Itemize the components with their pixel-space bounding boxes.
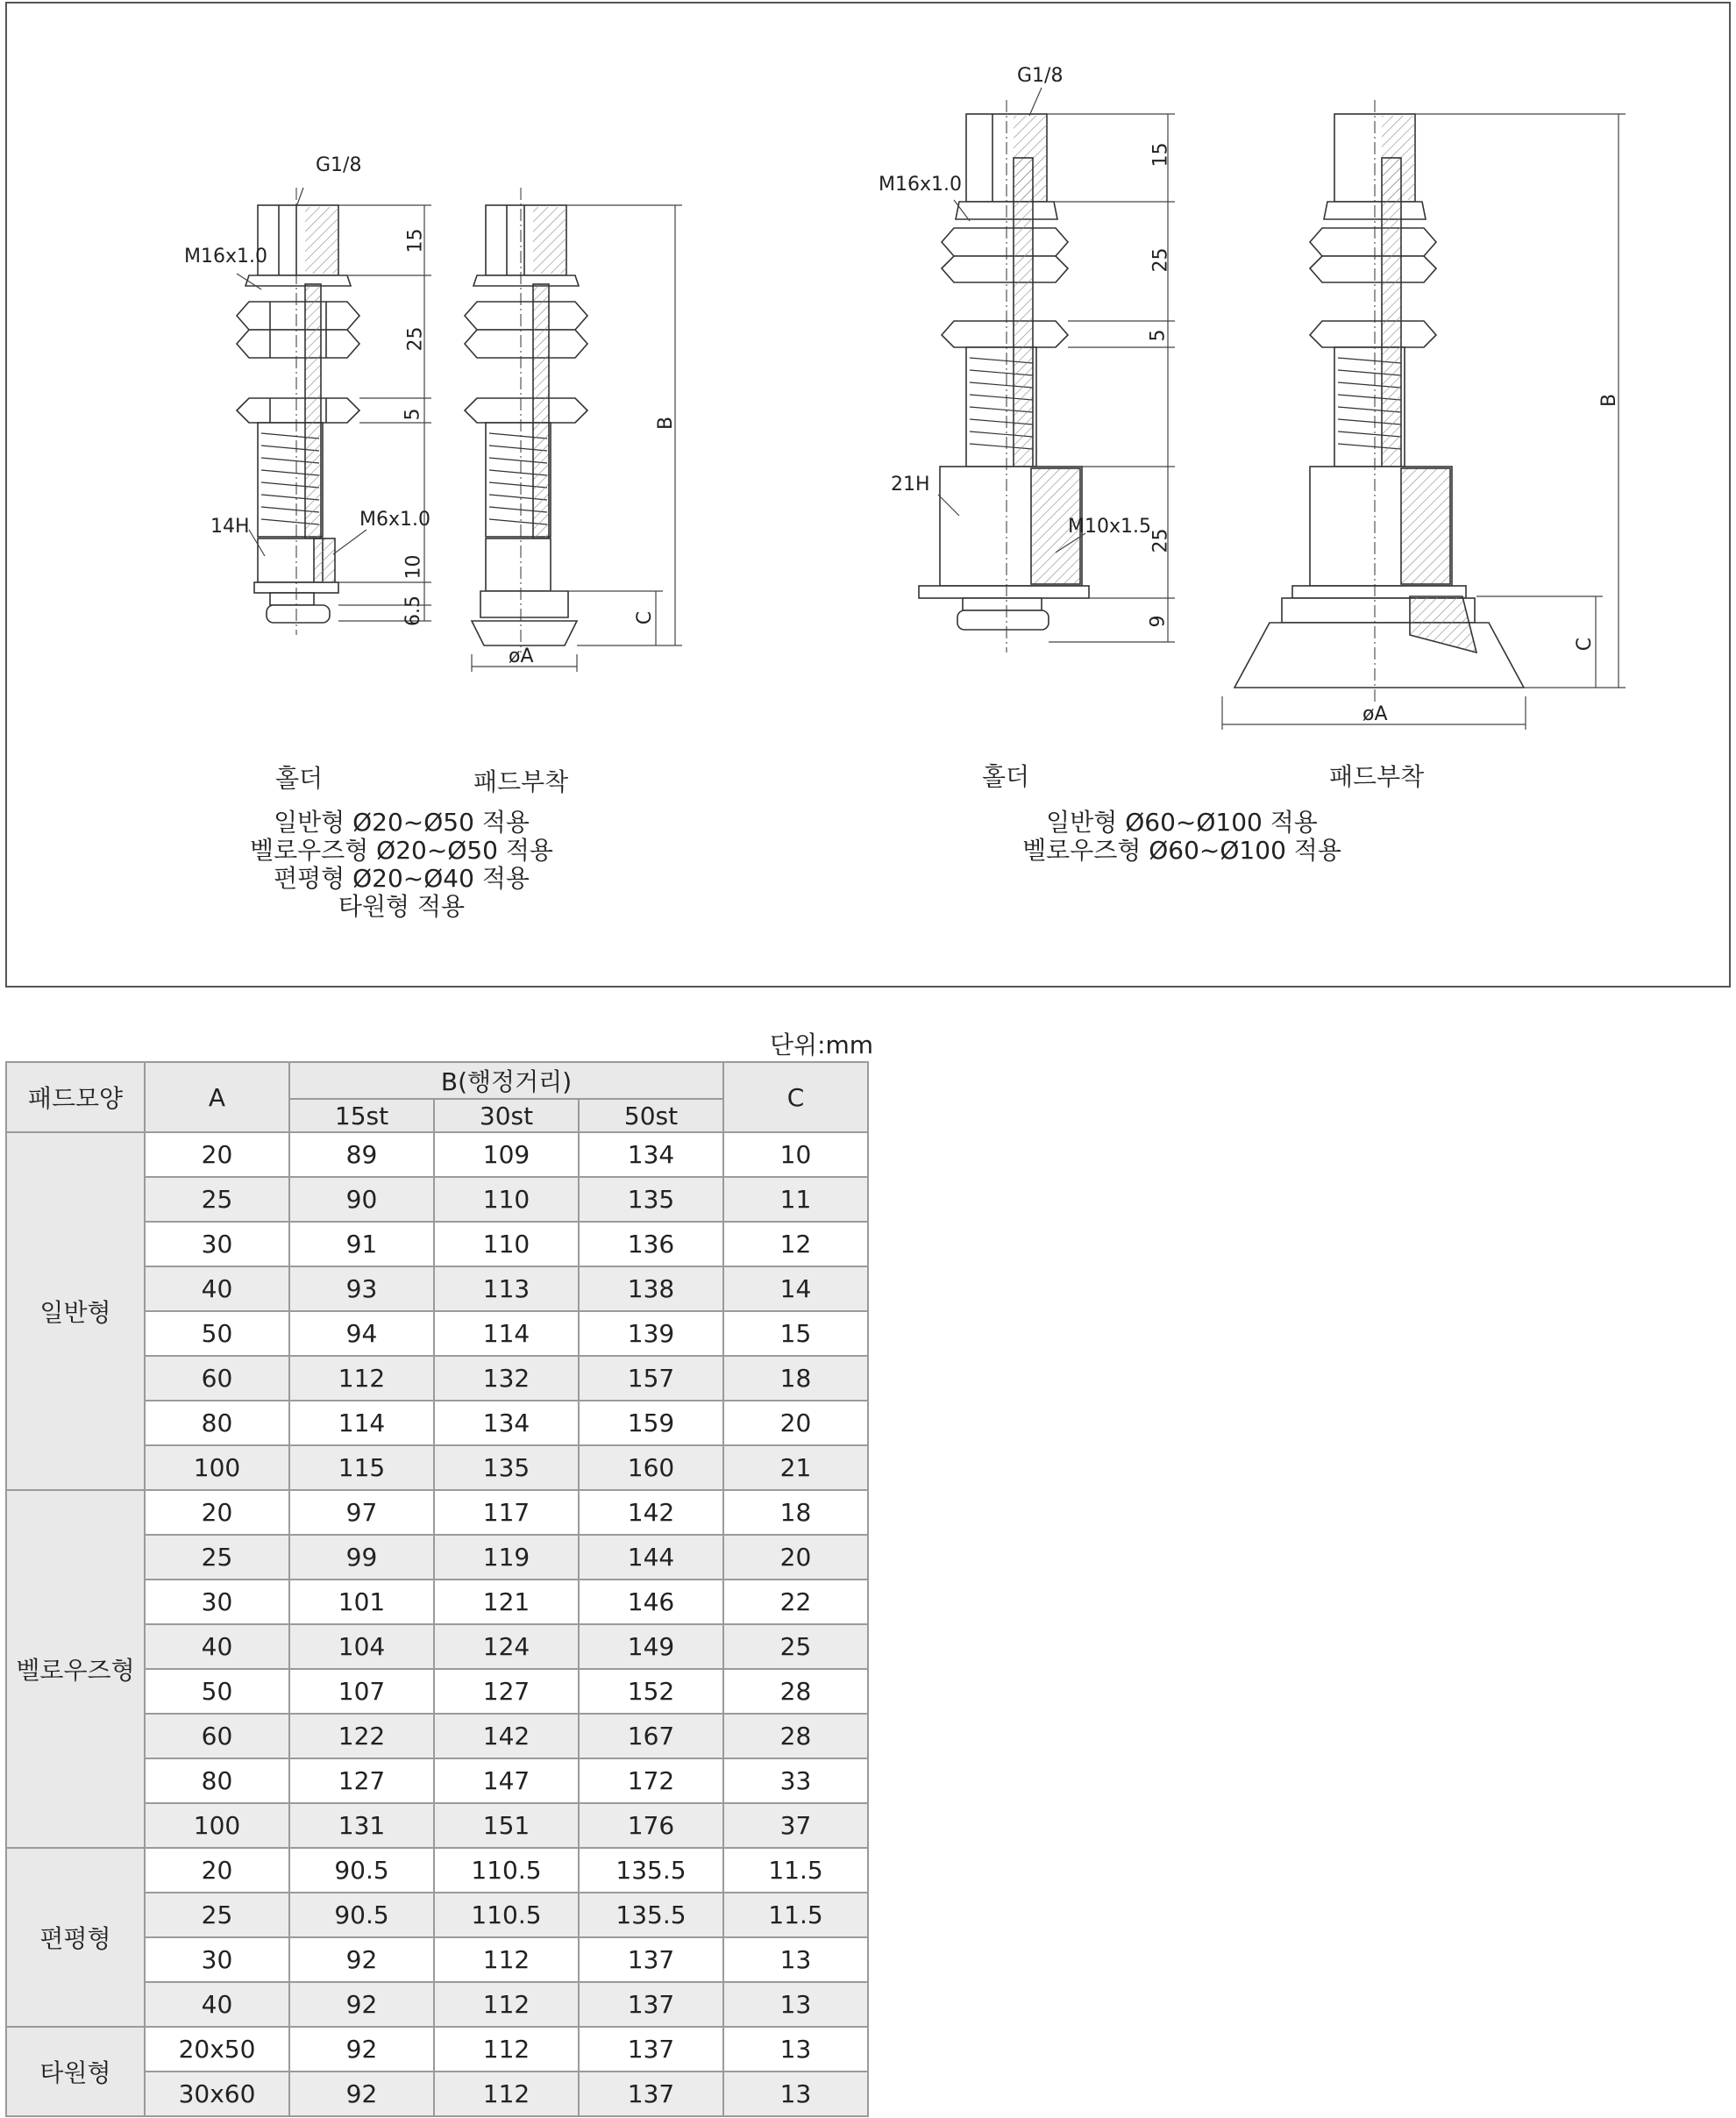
table-cell: 135 [579, 1177, 723, 1222]
table-cell: 30 [145, 1580, 289, 1624]
table-cell: 25 [145, 1177, 289, 1222]
table-cell: 122 [289, 1714, 434, 1758]
table-cell: 124 [434, 1624, 579, 1669]
left-dim-10: 10 [402, 554, 425, 580]
table-cell: 100 [145, 1803, 289, 1848]
spec-table [5, 1061, 869, 2117]
left-note-line: 타원형 적용 [338, 892, 466, 921]
right-note-line: 벨로우즈형 Ø60~Ø100 적용 [1022, 836, 1341, 865]
right-pad-drawing [1234, 100, 1524, 705]
left-dim-6-5: 6.5 [402, 595, 424, 626]
table-cell: 93 [289, 1266, 434, 1311]
right-dim-25: 25 [1149, 247, 1172, 273]
table-cell: 20x50 [145, 2027, 289, 2072]
table-cell: 114 [434, 1311, 579, 1356]
table-cell: 10 [723, 1132, 868, 1177]
table-cell: 90.5 [289, 1848, 434, 1893]
table-cell: 89 [289, 1132, 434, 1177]
table-cell: 13 [723, 2027, 868, 2072]
drawing-frame [5, 2, 1731, 988]
table-cell: 20 [723, 1401, 868, 1445]
table-cell: 137 [579, 1982, 723, 2027]
left-dim-c: C [634, 610, 657, 625]
table-cell: 135 [434, 1445, 579, 1490]
table-cell: 137 [579, 2072, 723, 2116]
table-cell: 110.5 [434, 1848, 579, 1893]
table-cell: 160 [579, 1445, 723, 1490]
left-dim-15: 15 [404, 228, 427, 253]
table-cell: 117 [434, 1490, 579, 1535]
left-thread-bottom-label: M6x1.0 [359, 509, 430, 531]
left-pad-caption: 패드부착 [473, 767, 569, 796]
table-cell: 11.5 [723, 1848, 868, 1893]
header-c: C [723, 1062, 868, 1132]
right-dim-b: B [1598, 393, 1621, 408]
left-dim-b: B [655, 416, 678, 431]
right-pad-caption: 패드부착 [1329, 762, 1425, 791]
table-cell: 92 [289, 1982, 434, 2027]
table-cell: 112 [434, 2027, 579, 2072]
group-label: 일반형 [6, 1132, 145, 1490]
group-label: 벨로우즈형 [6, 1490, 145, 1848]
header-a: A [145, 1062, 289, 1132]
table-cell: 91 [289, 1222, 434, 1266]
table-cell: 134 [434, 1401, 579, 1445]
table-cell: 20 [145, 1848, 289, 1893]
table-cell: 157 [579, 1356, 723, 1401]
table-cell: 18 [723, 1490, 868, 1535]
table-cell: 40 [145, 1982, 289, 2027]
table-cell: 40 [145, 1624, 289, 1669]
table-cell: 176 [579, 1803, 723, 1848]
right-thread-top-label: G1/8 [1017, 65, 1064, 87]
table-cell: 13 [723, 2072, 868, 2116]
table-cell: 20 [145, 1132, 289, 1177]
table-cell: 30 [145, 1222, 289, 1266]
table-cell: 11.5 [723, 1893, 868, 1937]
right-dim-a: øA [1362, 703, 1388, 725]
header-b: B(행정거리) [289, 1062, 723, 1099]
right-thread-bottom-label: M10x1.5 [1068, 516, 1151, 538]
table-cell: 90.5 [289, 1893, 434, 1937]
right-notes [989, 809, 1375, 865]
table-cell: 50 [145, 1311, 289, 1356]
table-cell: 33 [723, 1758, 868, 1803]
left-holder-caption: 홀더 [275, 764, 324, 793]
table-cell: 142 [434, 1714, 579, 1758]
left-note-line: 편평형 Ø20~Ø40 적용 [274, 864, 530, 893]
table-cell: 15 [723, 1311, 868, 1356]
table-cell: 80 [145, 1401, 289, 1445]
table-cell: 100 [145, 1445, 289, 1490]
table-cell: 131 [289, 1803, 434, 1848]
table-cell: 137 [579, 2027, 723, 2072]
table-cell: 18 [723, 1356, 868, 1401]
table-cell: 137 [579, 1937, 723, 1982]
unit-label: 단위:mm [770, 1030, 874, 1059]
right-dim-9: 9 [1147, 615, 1170, 628]
table-cell: 134 [579, 1132, 723, 1177]
table-cell: 151 [434, 1803, 579, 1848]
left-dim-25: 25 [404, 326, 427, 352]
table-cell: 92 [289, 2027, 434, 2072]
table-cell: 101 [289, 1580, 434, 1624]
group-label: 타원형 [6, 2027, 145, 2116]
right-holder-caption: 홀더 [982, 762, 1030, 791]
table-cell: 115 [289, 1445, 434, 1490]
left-hex-size-label: 14H [210, 516, 250, 538]
table-cell: 20 [723, 1535, 868, 1580]
right-thread-body-label: M16x1.0 [879, 174, 962, 196]
table-cell: 112 [434, 1937, 579, 1982]
table-cell: 107 [289, 1669, 434, 1714]
right-note-line: 일반형 Ø60~Ø100 적용 [1046, 808, 1318, 837]
table-cell: 11 [723, 1177, 868, 1222]
table-cell: 113 [434, 1266, 579, 1311]
right-dim-25-lower: 25 [1149, 528, 1172, 553]
right-dim-5: 5 [1147, 329, 1170, 342]
table-cell: 135.5 [579, 1848, 723, 1893]
table-cell: 172 [579, 1758, 723, 1803]
table-cell: 80 [145, 1758, 289, 1803]
table-cell: 104 [289, 1624, 434, 1669]
table-cell: 25 [723, 1624, 868, 1669]
table-cell: 136 [579, 1222, 723, 1266]
left-note-line: 일반형 Ø20~Ø50 적용 [274, 808, 530, 837]
table-cell: 20 [145, 1490, 289, 1535]
table-cell: 146 [579, 1580, 723, 1624]
left-thread-body-label: M16x1.0 [184, 246, 267, 267]
table-cell: 110.5 [434, 1893, 579, 1937]
table-cell: 147 [434, 1758, 579, 1803]
header-b-30st: 30st [434, 1099, 579, 1132]
right-dim-c: C [1574, 637, 1597, 652]
table-cell: 159 [579, 1401, 723, 1445]
table-cell: 121 [434, 1580, 579, 1624]
table-cell: 135.5 [579, 1893, 723, 1937]
table-cell: 37 [723, 1803, 868, 1848]
table-cell: 60 [145, 1714, 289, 1758]
table-cell: 21 [723, 1445, 868, 1490]
table-cell: 13 [723, 1937, 868, 1982]
table-cell: 119 [434, 1535, 579, 1580]
table-cell: 112 [434, 1982, 579, 2027]
table-cell: 92 [289, 2072, 434, 2116]
table-cell: 144 [579, 1535, 723, 1580]
table-cell: 127 [289, 1758, 434, 1803]
table-cell: 13 [723, 1982, 868, 2027]
table-cell: 112 [434, 2072, 579, 2116]
table-cell: 90 [289, 1177, 434, 1222]
left-dim-a: øA [509, 645, 534, 667]
table-cell: 50 [145, 1669, 289, 1714]
table-cell: 28 [723, 1669, 868, 1714]
table-cell: 152 [579, 1669, 723, 1714]
table-cell: 149 [579, 1624, 723, 1669]
table-cell: 138 [579, 1266, 723, 1311]
header-shape: 패드모양 [6, 1062, 145, 1132]
table-cell: 99 [289, 1535, 434, 1580]
table-row [6, 1490, 868, 1535]
left-dim-5: 5 [402, 408, 424, 421]
table-cell: 110 [434, 1222, 579, 1266]
table-cell: 109 [434, 1132, 579, 1177]
table-cell: 40 [145, 1266, 289, 1311]
left-note-line: 벨로우즈형 Ø20~Ø50 적용 [250, 836, 553, 865]
table-cell: 30x60 [145, 2072, 289, 2116]
table-row [6, 1848, 868, 1893]
spec-table-body [6, 1132, 868, 2116]
left-notes [226, 809, 577, 921]
table-cell: 139 [579, 1311, 723, 1356]
table-cell: 25 [145, 1535, 289, 1580]
table-cell: 60 [145, 1356, 289, 1401]
table-cell: 30 [145, 1937, 289, 1982]
table-cell: 132 [434, 1356, 579, 1401]
table-cell: 28 [723, 1714, 868, 1758]
group-label: 편평형 [6, 1848, 145, 2027]
table-cell: 114 [289, 1401, 434, 1445]
right-dim-15: 15 [1149, 142, 1172, 168]
table-cell: 22 [723, 1580, 868, 1624]
left-thread-top-label: G1/8 [316, 154, 362, 176]
table-cell: 94 [289, 1311, 434, 1356]
table-cell: 92 [289, 1937, 434, 1982]
right-hex-size-label: 21H [891, 474, 930, 496]
left-pad-drawing [465, 188, 587, 653]
table-cell: 12 [723, 1222, 868, 1266]
table-cell: 110 [434, 1177, 579, 1222]
table-cell: 167 [579, 1714, 723, 1758]
table-row [6, 1132, 868, 1177]
table-cell: 142 [579, 1490, 723, 1535]
table-cell: 127 [434, 1669, 579, 1714]
header-b-15st: 15st [289, 1099, 434, 1132]
table-row [6, 2027, 868, 2072]
header-b-50st: 50st [579, 1099, 723, 1132]
table-cell: 14 [723, 1266, 868, 1311]
table-cell: 25 [145, 1893, 289, 1937]
table-cell: 112 [289, 1356, 434, 1401]
table-cell: 97 [289, 1490, 434, 1535]
